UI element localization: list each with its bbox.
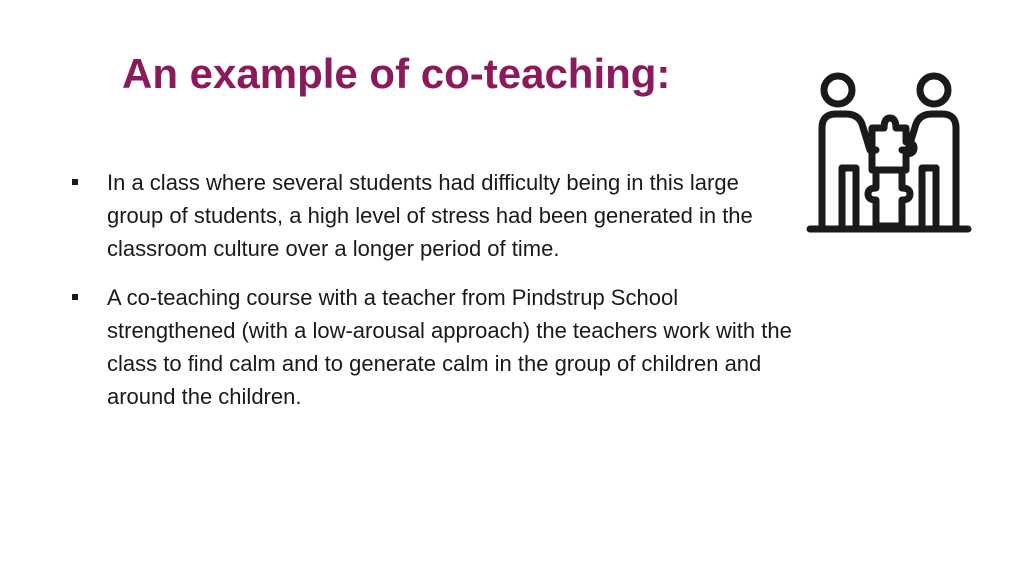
bullet-item (72, 281, 792, 413)
bullet-text: In a class where several students had difficulty being in this large group of students, a high level of stress had been generated in the classroom culture over a longer period of time. (107, 170, 753, 261)
bullet-marker (72, 294, 78, 300)
bullet-item (72, 166, 792, 265)
bullet-list (72, 166, 792, 413)
two-people-puzzle-icon (806, 66, 972, 234)
slide-title: An example of co-teaching: (122, 50, 671, 97)
bullet-marker (72, 179, 78, 185)
bullet-text: A co-teaching course with a teacher from Pindstrup School strengthened (with a low-arousal approach) the teachers work with the class to find calm and to generate calm in the group of children and around the children. (107, 285, 792, 409)
